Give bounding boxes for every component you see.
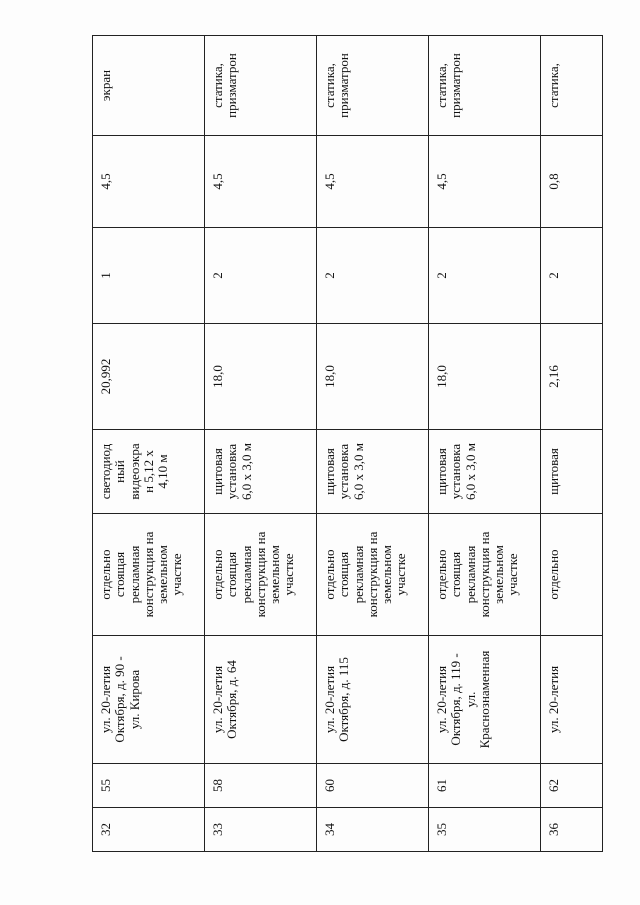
structure-type: щитовая установка 6,0 х 3,0 м <box>317 430 429 514</box>
display-kind: экран <box>93 36 205 136</box>
row-number: 32 <box>93 808 205 852</box>
sides-count: 2 <box>541 228 603 324</box>
table-row <box>541 36 603 852</box>
table-row <box>317 36 429 852</box>
sides-count: 2 <box>429 228 541 324</box>
term-value: 4,5 <box>429 136 541 228</box>
address: ул. 20-летия Октября, д. 115 <box>317 636 429 764</box>
structure-id: 60 <box>317 764 429 808</box>
placement-type: отдельно стоящая рекламная конструкция на земельном участке <box>205 514 317 636</box>
structure-id: 58 <box>205 764 317 808</box>
placement-type: отдельно <box>541 514 603 636</box>
display-kind: статика, призматрон <box>429 36 541 136</box>
sides-count: 2 <box>317 228 429 324</box>
address: ул. 20-летия Октября, д. 119 - ул. Краснознаменная <box>429 636 541 764</box>
address: ул. 20-летия <box>541 636 603 764</box>
structure-type: щитовая установка 6,0 х 3,0 м <box>429 430 541 514</box>
area-value: 18,0 <box>429 324 541 430</box>
row-number: 35 <box>429 808 541 852</box>
row-number: 36 <box>541 808 603 852</box>
structure-type: щитовая <box>541 430 603 514</box>
structure-id: 61 <box>429 764 541 808</box>
advertising-structures-table <box>92 35 603 852</box>
structure-id: 62 <box>541 764 603 808</box>
placement-type: отдельно стоящая рекламная конструкция на земельном участке <box>317 514 429 636</box>
structure-type: щитовая установка 6,0 х 3,0 м <box>205 430 317 514</box>
display-kind: статика, призматрон <box>205 36 317 136</box>
address: ул. 20-летия Октября, д. 90 - ул. Кирова <box>93 636 205 764</box>
term-value: 4,5 <box>317 136 429 228</box>
display-kind: статика, <box>541 36 603 136</box>
row-number: 33 <box>205 808 317 852</box>
area-value: 2,16 <box>541 324 603 430</box>
sides-count: 2 <box>205 228 317 324</box>
placement-type: отдельно стоящая рекламная конструкция на земельном участке <box>93 514 205 636</box>
row-number: 34 <box>317 808 429 852</box>
area-value: 18,0 <box>205 324 317 430</box>
area-value: 18,0 <box>317 324 429 430</box>
structure-type: светодиод ный видеоэкра н 5,12 х 4,10 м <box>93 430 205 514</box>
table-row <box>205 36 317 852</box>
rotated-table-wrapper <box>92 36 602 852</box>
placement-type: отдельно стоящая рекламная конструкция на земельном участке <box>429 514 541 636</box>
display-kind: статика, призматрон <box>317 36 429 136</box>
table-row <box>429 36 541 852</box>
term-value: 4,5 <box>93 136 205 228</box>
structure-id: 55 <box>93 764 205 808</box>
sides-count: 1 <box>93 228 205 324</box>
term-value: 0,8 <box>541 136 603 228</box>
area-value: 20,992 <box>93 324 205 430</box>
term-value: 4,5 <box>205 136 317 228</box>
address: ул. 20-летия Октября, д. 64 <box>205 636 317 764</box>
table-row <box>93 36 205 852</box>
